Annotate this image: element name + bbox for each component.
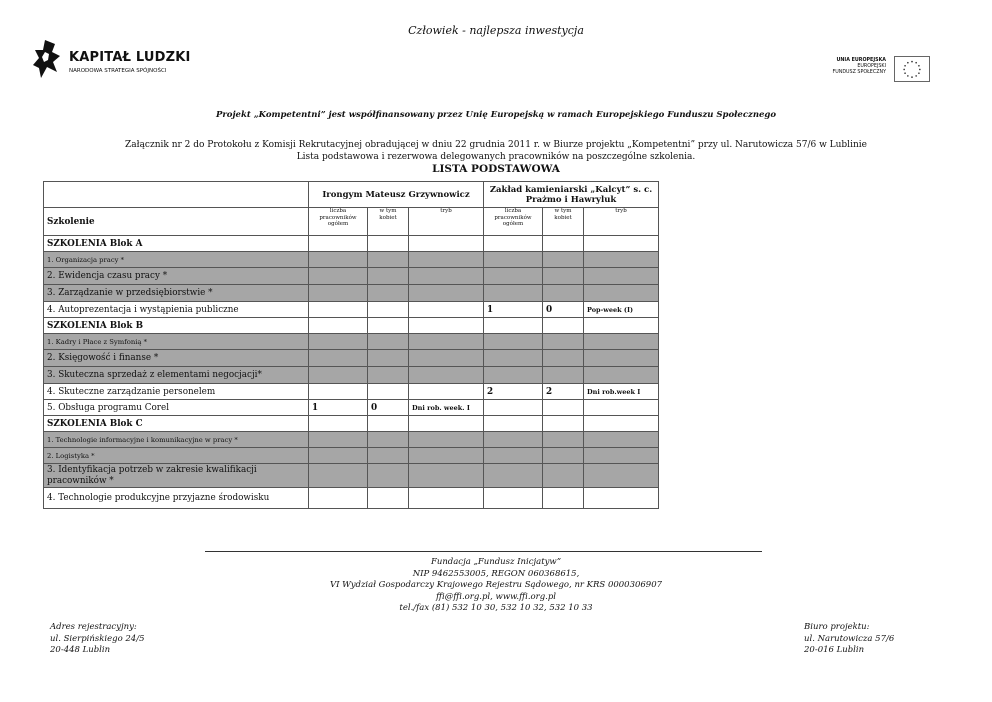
eu-logo bbox=[812, 56, 932, 84]
firm1-women-cell bbox=[368, 268, 409, 285]
table-row bbox=[44, 384, 659, 400]
training-name-cell: 3. Zarządzanie w przedsiębiorstwie * bbox=[44, 285, 309, 302]
firm1-women-cell bbox=[368, 384, 409, 400]
firm2-mode-cell bbox=[584, 350, 659, 367]
table-row bbox=[44, 464, 659, 488]
firm1-mode-header: tryb bbox=[409, 208, 484, 236]
firm1-mode-cell bbox=[409, 252, 484, 268]
firm2-women-cell: 2 bbox=[543, 384, 584, 400]
firm2-women-cell bbox=[543, 350, 584, 367]
firm2-total-cell bbox=[484, 488, 543, 509]
firm1-mode-cell bbox=[409, 384, 484, 400]
firm2-total-header: liczba pracowników ogółem bbox=[484, 208, 543, 236]
firm1-total-cell bbox=[309, 488, 368, 509]
firm1-mode-cell bbox=[409, 334, 484, 350]
firm1-total-header: liczba pracowników ogółem bbox=[309, 208, 368, 236]
firm2-mode-cell bbox=[584, 432, 659, 448]
table-row bbox=[44, 302, 659, 318]
table-row bbox=[44, 350, 659, 367]
office-address-street: ul. Narutowicza 57/6 bbox=[804, 633, 895, 644]
firm2-women-header: w tym kobiet bbox=[543, 208, 584, 236]
firm1-total-cell bbox=[309, 464, 368, 488]
table-row bbox=[44, 268, 659, 285]
firm2-mode-cell bbox=[584, 416, 659, 432]
eu-line3: FUNDUSZ SPOŁECZNY bbox=[832, 70, 886, 75]
training-table bbox=[43, 181, 659, 509]
firm1-total-cell bbox=[309, 384, 368, 400]
firm2-mode-cell bbox=[584, 464, 659, 488]
firm1-total-cell bbox=[309, 236, 368, 252]
firm1-mode-cell bbox=[409, 302, 484, 318]
table-row bbox=[44, 488, 659, 509]
firm2-total-cell bbox=[484, 268, 543, 285]
annex-line-1: Załącznik nr 2 do Protokołu z Komisji Rekrutacyjnej obradującej w dniu 22 grudnia 2011 r. w Biurze projektu „Kompetentni” przy ul. Narutowicza 57/6 w Lublinie bbox=[125, 140, 867, 150]
firm2-mode-cell bbox=[584, 488, 659, 509]
firm1-total-cell bbox=[309, 432, 368, 448]
list-title: LISTA PODSTAWOWA bbox=[432, 163, 560, 175]
firm1-women-cell bbox=[368, 334, 409, 350]
firm2-total-cell bbox=[484, 432, 543, 448]
firm2-mode-cell bbox=[584, 285, 659, 302]
footer-line-3: VI Wydział Gospodarczy Krajowego Rejestru Sądowego, nr KRS 0000306907 bbox=[329, 580, 663, 590]
firm2-mode-header: tryb bbox=[584, 208, 659, 236]
table-row bbox=[44, 334, 659, 350]
firm2-mode-cell bbox=[584, 318, 659, 334]
firm1-total-cell bbox=[309, 285, 368, 302]
firm1-women-cell bbox=[368, 488, 409, 509]
firm1-women-cell bbox=[368, 318, 409, 334]
firm2-mode-cell bbox=[584, 400, 659, 416]
firm2-mode-cell: Pop-week (I) bbox=[584, 302, 659, 318]
firm2-mode-cell bbox=[584, 367, 659, 384]
firm1-women-cell bbox=[368, 302, 409, 318]
firm2-women-cell bbox=[543, 488, 584, 509]
training-name-cell: 4. Autoprezentacja i wystąpienia publiczne bbox=[44, 302, 309, 318]
firm2-mode-cell bbox=[584, 252, 659, 268]
table-row bbox=[44, 416, 659, 432]
firm1-header: Irongym Mateusz Grzywnowicz bbox=[309, 182, 484, 208]
firm1-total-cell bbox=[309, 448, 368, 464]
firm1-mode-cell bbox=[409, 285, 484, 302]
training-name-cell: 4. Skuteczne zarządzanie personelem bbox=[44, 384, 309, 400]
training-name-cell: 4. Technologie produkcyjne przyjazne środowisku bbox=[44, 488, 309, 509]
firm1-total-cell: 1 bbox=[309, 400, 368, 416]
firm2-women-cell bbox=[543, 432, 584, 448]
firm1-mode-cell bbox=[409, 268, 484, 285]
training-name-cell: 2. Ewidencja czasu pracy * bbox=[44, 268, 309, 285]
firm2-women-cell: 0 bbox=[543, 302, 584, 318]
kapital-ludzki-star-icon bbox=[33, 38, 63, 80]
firm2-mode-cell: Dni rob.week I bbox=[584, 384, 659, 400]
firm1-women-header: w tym kobiet bbox=[368, 208, 409, 236]
kapital-ludzki-logo bbox=[33, 38, 233, 82]
firm1-mode-cell bbox=[409, 432, 484, 448]
training-name-cell: 2. Logistyka * bbox=[44, 448, 309, 464]
table-row bbox=[44, 285, 659, 302]
table-row bbox=[44, 400, 659, 416]
firm2-mode-cell bbox=[584, 448, 659, 464]
firm1-total-cell bbox=[309, 416, 368, 432]
eu-flag-icon bbox=[894, 56, 930, 82]
firm2-total-cell bbox=[484, 448, 543, 464]
firm2-women-cell bbox=[543, 268, 584, 285]
firm1-total-cell bbox=[309, 268, 368, 285]
office-address-city: 20-016 Lublin bbox=[804, 645, 865, 655]
firm1-women-cell bbox=[368, 367, 409, 384]
firm2-women-cell bbox=[543, 285, 584, 302]
footer-line-4: ffi@ffi.org.pl, www.ffi.org.pl bbox=[435, 591, 557, 602]
firm1-total-cell bbox=[309, 302, 368, 318]
firm2-total-cell bbox=[484, 350, 543, 367]
firm2-total-cell bbox=[484, 334, 543, 350]
firm1-total-cell bbox=[309, 334, 368, 350]
firm1-mode-cell bbox=[409, 416, 484, 432]
firm2-women-cell bbox=[543, 416, 584, 432]
firm1-women-cell bbox=[368, 350, 409, 367]
firm2-total-cell bbox=[484, 252, 543, 268]
firm2-total-cell bbox=[484, 318, 543, 334]
table-row bbox=[44, 318, 659, 334]
footer-divider bbox=[205, 551, 762, 552]
firm1-mode-cell bbox=[409, 236, 484, 252]
firm2-women-cell bbox=[543, 448, 584, 464]
firm2-total-cell: 1 bbox=[484, 302, 543, 318]
table-row bbox=[44, 252, 659, 268]
firm1-women-cell bbox=[368, 432, 409, 448]
firm1-total-cell bbox=[309, 252, 368, 268]
registration-address bbox=[50, 622, 144, 657]
firm2-total-cell bbox=[484, 367, 543, 384]
firm2-total-cell: 2 bbox=[484, 384, 543, 400]
cofinance-note: Projekt „Kompetentni” jest współfinansowany przez Unię Europejską w ramach Europejskiego Funduszu Społecznego bbox=[215, 110, 777, 120]
firm1-mode-cell bbox=[409, 464, 484, 488]
training-name-cell: 2. Księgowość i finanse * bbox=[44, 350, 309, 367]
training-name-cell: 1. Organizacja pracy * bbox=[44, 252, 309, 268]
footer-line-1: Fundacja „Fundusz Inicjatyw” bbox=[430, 557, 562, 567]
eu-line1: UNIA EUROPEJSKA bbox=[836, 58, 886, 63]
firm2-total-cell bbox=[484, 400, 543, 416]
footer-foundation bbox=[0, 557, 992, 615]
reg-address-street: ul. Sierpińskiego 24/5 bbox=[50, 633, 145, 644]
logo-subtitle: NARODOWA STRATEGIA SPÓJNOŚCI bbox=[69, 68, 167, 74]
firm2-women-cell bbox=[543, 252, 584, 268]
training-name-cell: SZKOLENIA Blok B bbox=[44, 318, 309, 334]
firm2-women-cell bbox=[543, 318, 584, 334]
firm1-women-cell bbox=[368, 285, 409, 302]
table-row bbox=[44, 432, 659, 448]
firm1-women-cell bbox=[368, 464, 409, 488]
training-name-cell: 1. Kadry i Płace z Symfonią * bbox=[44, 334, 309, 350]
table-row bbox=[44, 448, 659, 464]
training-name-cell: SZKOLENIA Blok C bbox=[44, 416, 309, 432]
training-name-cell: 3. Skuteczna sprzedaż z elementami negocjacji* bbox=[44, 367, 309, 384]
firm2-women-cell bbox=[543, 367, 584, 384]
firm1-total-cell bbox=[309, 367, 368, 384]
eu-line2: EUROPEJSKI bbox=[857, 64, 886, 69]
training-name-cell: 3. Identyfikacja potrzeb w zakresie kwalifikacji pracowników * bbox=[44, 464, 309, 488]
firm2-women-cell bbox=[543, 334, 584, 350]
firm1-women-cell bbox=[368, 236, 409, 252]
header-empty bbox=[44, 182, 309, 208]
eu-text bbox=[832, 58, 886, 76]
office-address-label: Biuro projektu: bbox=[804, 622, 870, 632]
firm1-women-cell bbox=[368, 448, 409, 464]
firm1-women-cell bbox=[368, 252, 409, 268]
firm2-mode-cell bbox=[584, 268, 659, 285]
firm2-women-cell bbox=[543, 400, 584, 416]
training-name-cell: SZKOLENIA Blok A bbox=[44, 236, 309, 252]
firm1-total-cell bbox=[309, 350, 368, 367]
firm2-women-cell bbox=[543, 236, 584, 252]
firm1-mode-cell bbox=[409, 448, 484, 464]
firm1-mode-cell bbox=[409, 488, 484, 509]
firm2-header: Zakład kamieniarski „Kalcyt” s. c. Prażmo i Hawryluk bbox=[484, 182, 659, 208]
firm1-mode-cell bbox=[409, 367, 484, 384]
project-office-address bbox=[804, 622, 894, 657]
logo-title: KAPITAŁ LUDZKI bbox=[69, 50, 191, 65]
annex-line-2: Lista podstawowa i rezerwowa delegowanych pracowników na poszczególne szkolenia. bbox=[296, 152, 696, 162]
training-name-cell: 1. Technologie informacyjne i komunikacyjne w pracy * bbox=[44, 432, 309, 448]
training-name-cell: 5. Obsługa programu Corel bbox=[44, 400, 309, 416]
training-column-header: Szkolenie bbox=[44, 208, 309, 236]
firm2-mode-cell bbox=[584, 236, 659, 252]
firm2-total-cell bbox=[484, 464, 543, 488]
firm2-total-cell bbox=[484, 416, 543, 432]
firm1-mode-cell bbox=[409, 350, 484, 367]
footer-line-2: NIP 9462553005, REGON 060368615, bbox=[412, 568, 580, 579]
table-row bbox=[44, 236, 659, 252]
header-motto: Człowiek - najlepsza inwestycja bbox=[408, 24, 584, 37]
firm1-mode-cell bbox=[409, 318, 484, 334]
firm1-total-cell bbox=[309, 318, 368, 334]
table-row bbox=[44, 367, 659, 384]
firm1-women-cell bbox=[368, 416, 409, 432]
firm2-total-cell bbox=[484, 285, 543, 302]
reg-address-label: Adres rejestracyjny: bbox=[50, 622, 137, 632]
footer-line-5: tel./fax (81) 532 10 30, 532 10 32, 532 10 33 bbox=[399, 603, 593, 613]
firm2-women-cell bbox=[543, 464, 584, 488]
firm1-women-cell: 0 bbox=[368, 400, 409, 416]
reg-address-city: 20-448 Lublin bbox=[50, 645, 111, 655]
firm2-total-cell bbox=[484, 236, 543, 252]
firm2-mode-cell bbox=[584, 334, 659, 350]
firm1-mode-cell: Dni rob. week. I bbox=[409, 400, 484, 416]
